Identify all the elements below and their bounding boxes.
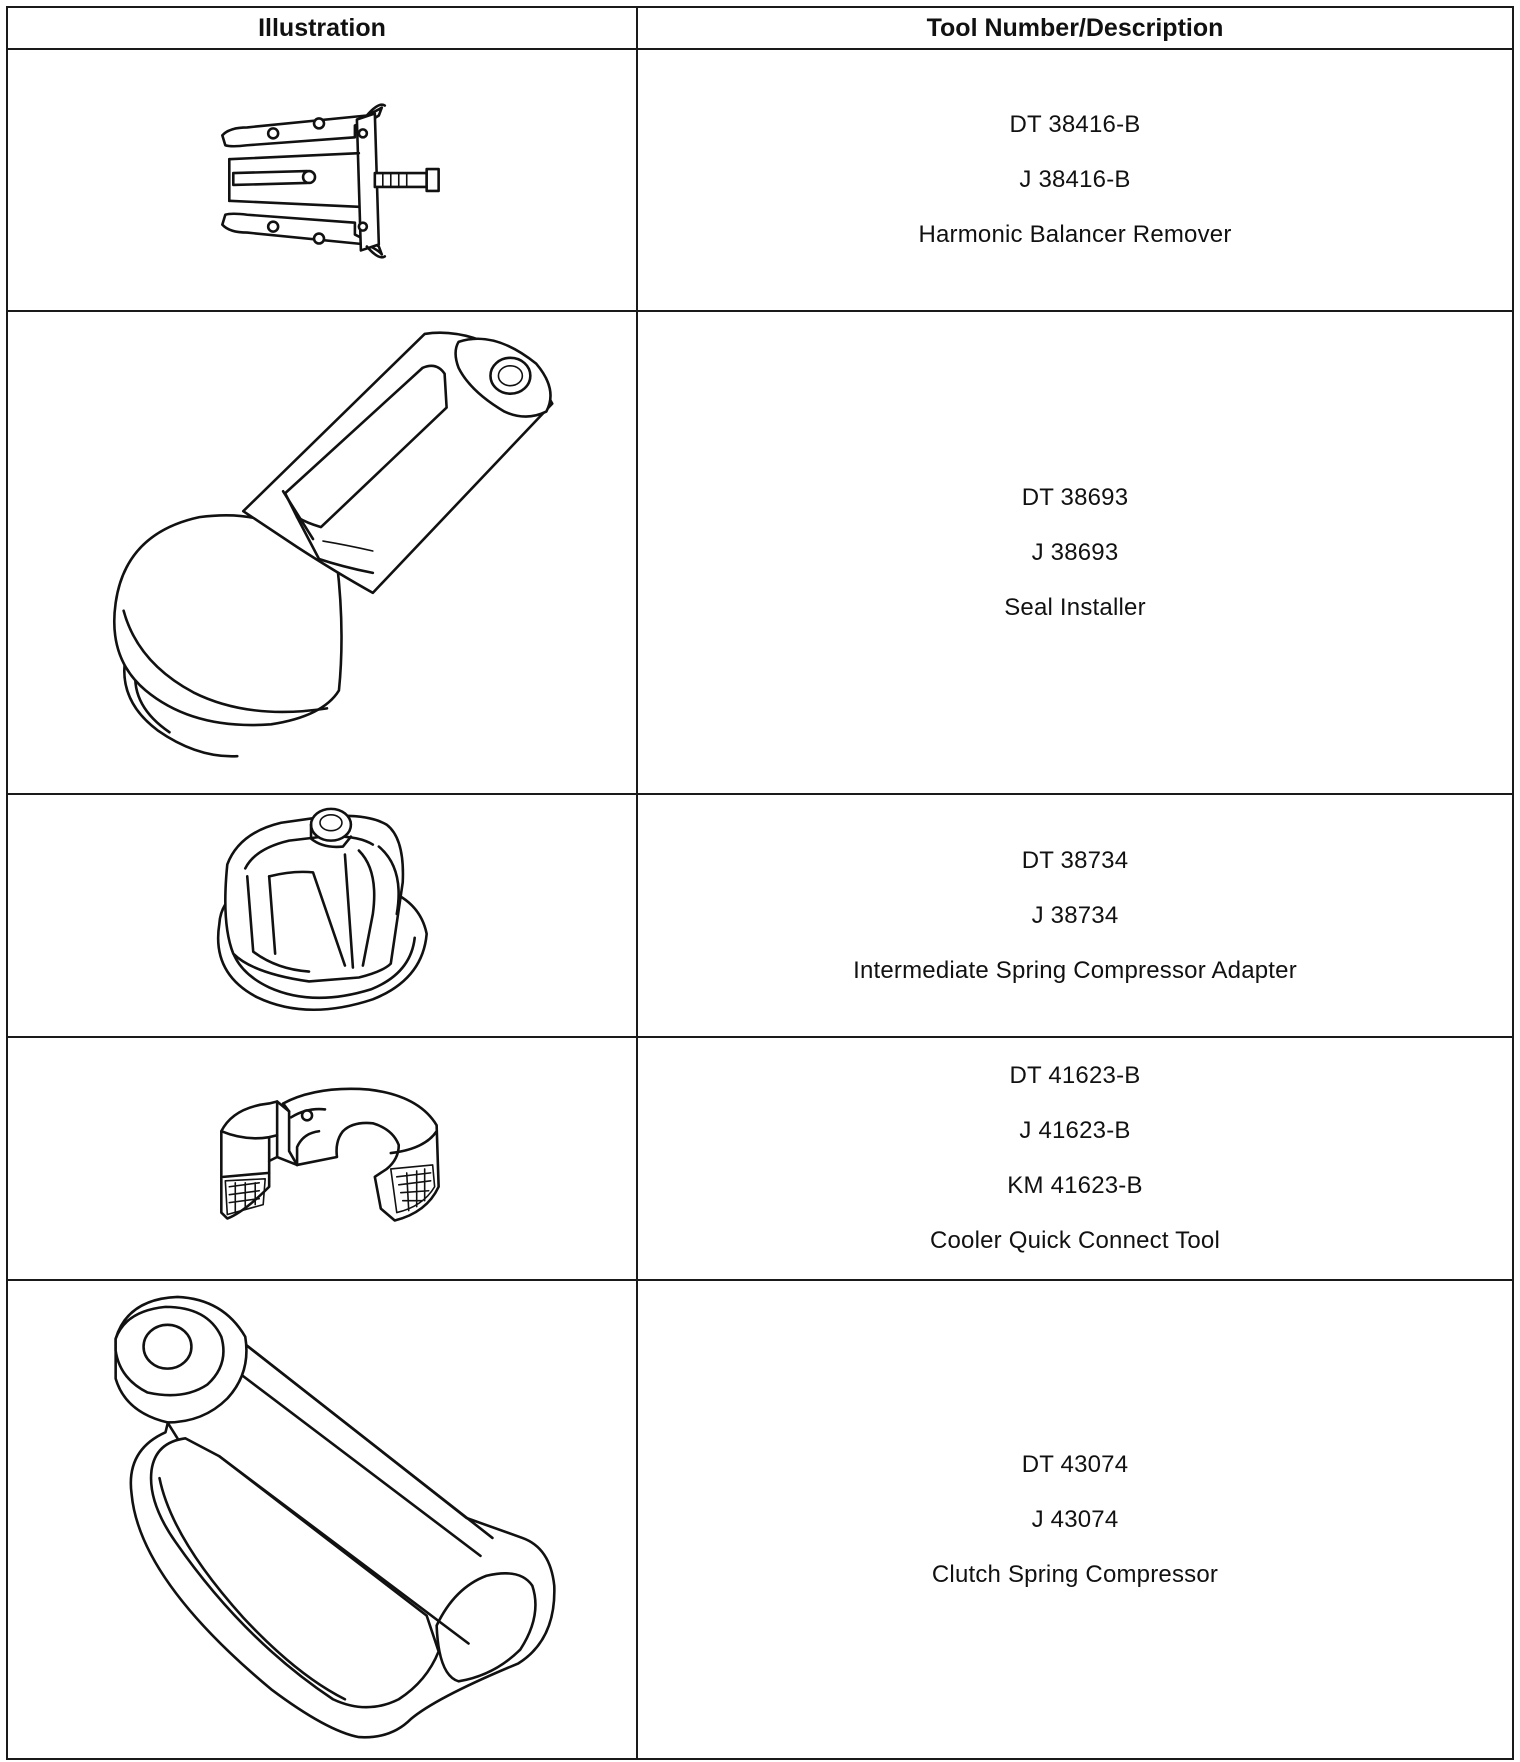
- tool-description-cell: [637, 794, 1513, 1037]
- table-row: [7, 794, 1513, 1037]
- header-illustration: Illustration: [7, 7, 637, 49]
- tool-description-cell: [637, 49, 1513, 311]
- tool-name: Cooler Quick Connect Tool: [929, 1227, 1221, 1254]
- harmonic-balancer-remover-icon: [8, 50, 636, 310]
- tool-name: Intermediate Spring Compressor Adapter: [853, 956, 1297, 984]
- tool-number-dt: DT 38693: [1021, 483, 1129, 511]
- tool-number-j: J 38416-B: [1019, 166, 1131, 193]
- tool-number-j: J 38693: [1031, 538, 1119, 566]
- table-row: [7, 1280, 1513, 1759]
- header-row: [7, 7, 1513, 49]
- tool-number-j: J 38734: [1031, 901, 1119, 929]
- tool-number-j: J 41623-B: [1019, 1117, 1131, 1144]
- illustration-cell: [7, 311, 637, 794]
- table-row: [7, 49, 1513, 311]
- tool-description-cell: [637, 311, 1513, 794]
- tool-name: Seal Installer: [1004, 593, 1146, 621]
- tool-number-dt: DT 43074: [1021, 1450, 1129, 1478]
- table-row: [7, 311, 1513, 794]
- illustration-cell: [7, 1280, 637, 1759]
- tool-number-dt: DT 38734: [1021, 846, 1129, 874]
- tool-name: Harmonic Balancer Remover: [918, 221, 1232, 248]
- illustration-cell: [7, 794, 637, 1037]
- cooler-quick-connect-tool-icon: [8, 1038, 636, 1279]
- spring-compressor-adapter-icon: [8, 795, 636, 1036]
- clutch-spring-compressor-icon: [8, 1281, 636, 1758]
- illustration-cell: [7, 1037, 637, 1280]
- tool-number-dt: DT 41623-B: [1009, 1062, 1141, 1089]
- table-row: [7, 1037, 1513, 1280]
- tool-number-km: KM 41623-B: [1007, 1172, 1143, 1199]
- special-tools-table: [6, 6, 1514, 1760]
- tool-number-j: J 43074: [1031, 1505, 1119, 1533]
- tool-number-dt: DT 38416-B: [1009, 111, 1141, 138]
- tool-description-cell: [637, 1280, 1513, 1759]
- seal-installer-icon: [8, 312, 636, 793]
- illustration-cell: [7, 49, 637, 311]
- tool-name: Clutch Spring Compressor: [931, 1560, 1219, 1588]
- tool-description-cell: [637, 1037, 1513, 1280]
- header-tool-description: Tool Number/Description: [637, 7, 1513, 49]
